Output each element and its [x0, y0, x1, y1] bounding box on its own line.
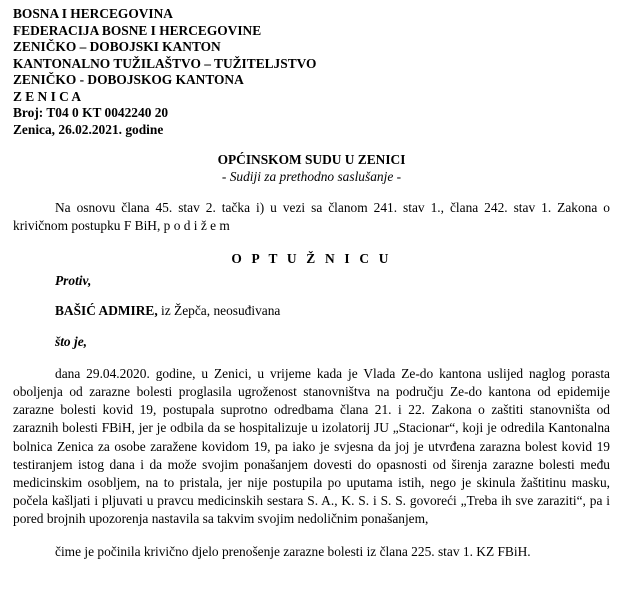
closing-paragraph: čime je počinila krivično djelo prenošenje zarazne bolesti iz člana 225. stav 1. KZ FBiH. [55, 544, 531, 560]
recipient-judge: - Sudiji za prethodno saslušanje - [221, 168, 402, 184]
header-line-federation: FEDERACIJA BOSNE I HERCEGOVINE [13, 22, 262, 38]
accused-details: iz Žepča, neosuđivana [157, 303, 281, 319]
case-number: Broj: T04 0 KT 0042240 20 [13, 105, 169, 120]
header-line-canton: ZENIČKO – DOBOJSKI KANTON [13, 39, 221, 54]
recipient-court: OPĆINSKOM SUDU U ZENICI [217, 152, 406, 167]
against-label: Protiv, [55, 272, 92, 288]
header-line-country: BOSNA I HERCEGOVINA [13, 6, 173, 21]
accused-line [55, 303, 610, 320]
legal-basis-paragraph: Na osnovu člana 45. stav 2. tačka i) u vezi sa članom 241. stav 1., člana 242. stav 1. Zakona o krivičnom postupku F BiH, p o d i ž e m [13, 200, 610, 233]
header-line-city: Z E N I C A [13, 88, 82, 104]
header-line-prosecutor-canton: ZENIČKO - DOBOJSKOG KANTONA [13, 72, 244, 87]
document-title: O P T U Ž N I C U [231, 251, 392, 267]
facts-paragraph: dana 29.04.2020. godine, u Zenici, u vrijeme kada je Vlada Ze-do kantona uslijed naglog porasta oboljenja od zarazne bolesti proglasila ugroženost stanovništva na području Ze-do kantona od epidemije zarazne bolesti kovid 19, postupala suprotno odredbama člana 21. i 22. Zakona o zaštiti stanovništa od zaraznih bolesti FBiH, jer je odbila da se hospitalizuje u izolatorij JU „Stacionar“, koji je odredila Kantonalna bolnica Zenica za osobe zaražene kovidom 19, pa iako je svjesna da joj je utvrđena zarazna bolest kovid 19 testiranjem istog dana i da može svojim ponašanjem dovesti do opasnosti od širenja zarazne bolesti među medicinskim osobljem, na to pristala, jer nije postupila po uputama istih, nego je skinula žaštitinu masku, počela kašljati i pljuvati u pravcu medicinskih sestara S. A., K. S. i S. S. govoreći „Treba ih sve zaraziti“, pa i pored brojnih upozorenja nastavila sa takvim svojim nedoličnim ponašanjem, [13, 366, 610, 526]
that-label: što je, [55, 333, 87, 349]
document-date: Zenica, 26.02.2021. godine [13, 121, 164, 137]
issuer-header [13, 6, 610, 138]
header-line-prosecutor-office: KANTONALNO TUŽILAŠTVO – TUŽITELJSTVO [13, 55, 317, 71]
accused-name: BAŠIĆ ADMIRE, [55, 303, 158, 319]
